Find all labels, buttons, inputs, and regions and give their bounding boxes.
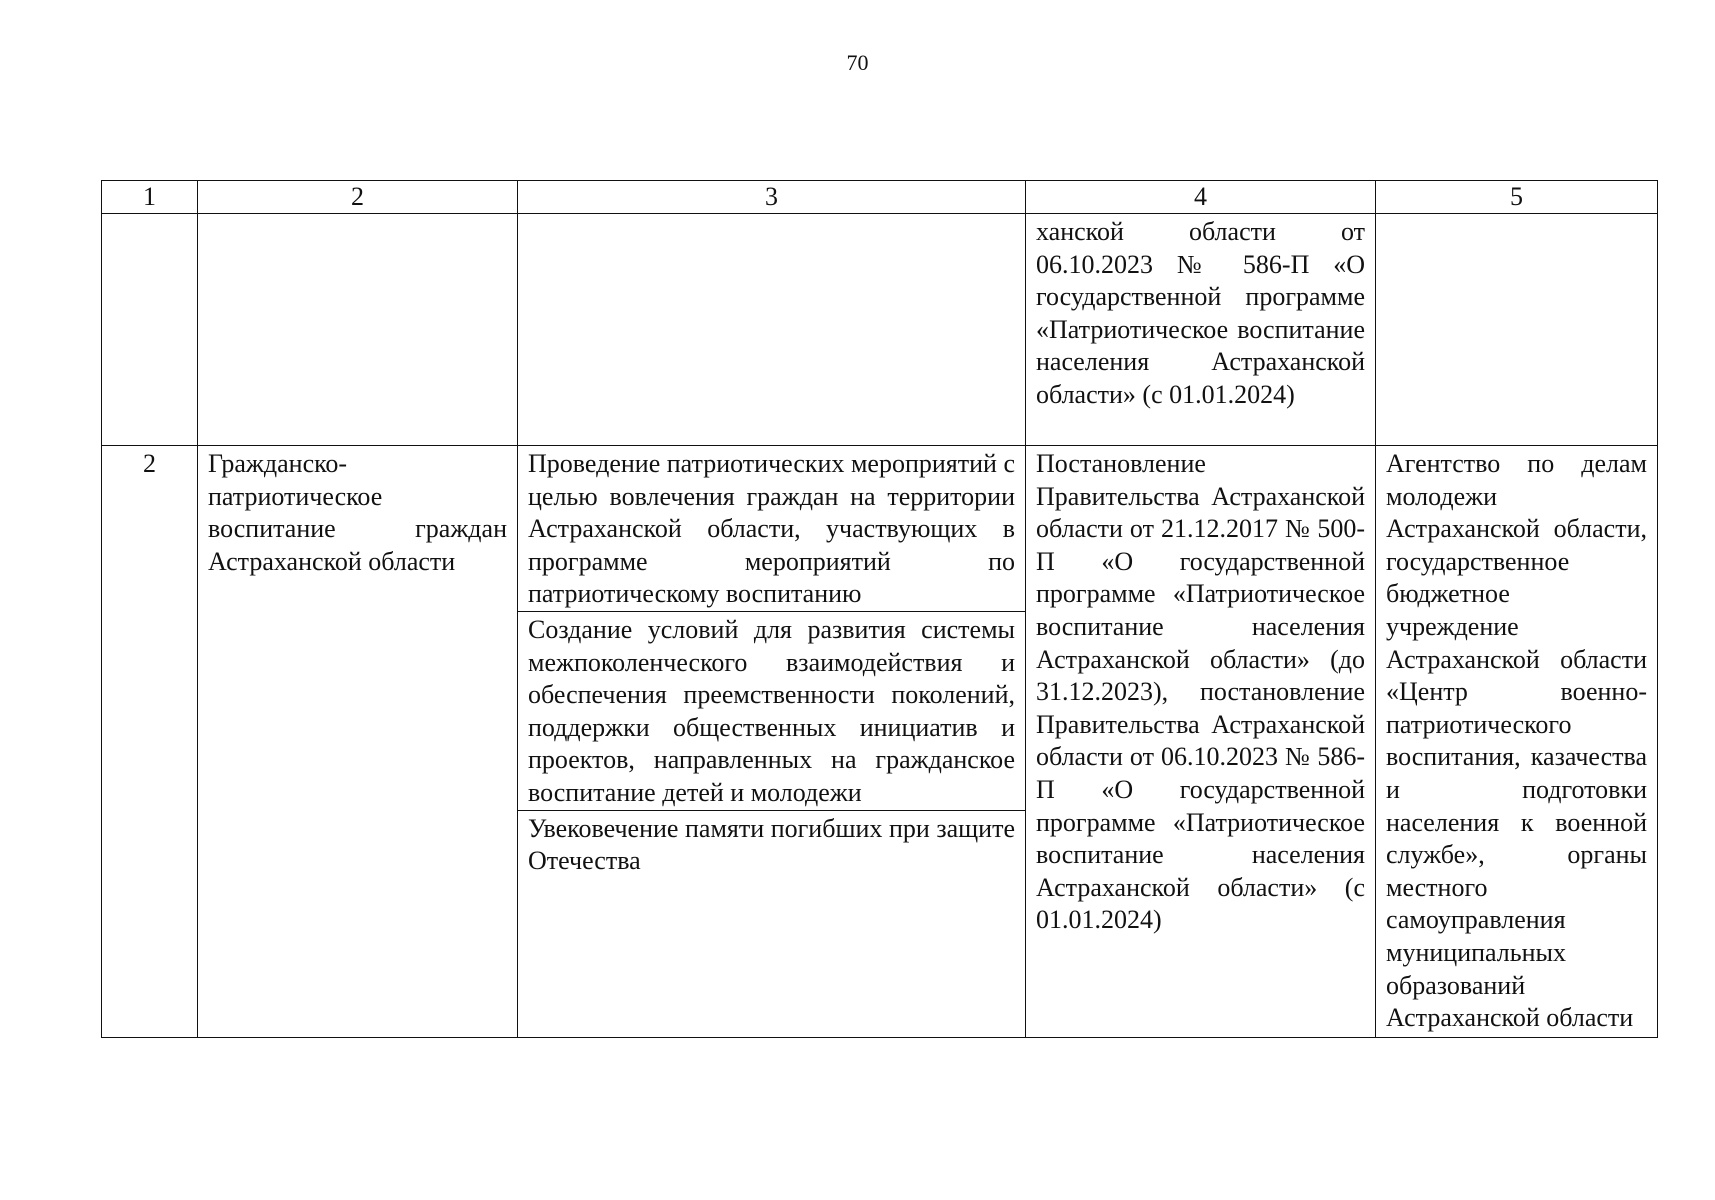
header-col-5: 5 <box>1376 181 1658 214</box>
continuation-basis-cell: ханской области от 06.10.2023 № 586-П «О государственной программе «Патриотическое воспитание населения Астраханской области» (с 01.01.2024) <box>1026 214 1376 446</box>
measure-item: Проведение патриотических мероприятий с целью вовлечения граждан на территории Астраханской области, участвующих в программе мероприятий по патриотическому воспитанию <box>528 449 1015 609</box>
legal-basis-cell: Постановление Правительства Астраханской области от 21.12.2017 № 500-П «О государственной программе «Патриотическое воспитание населения Астраханской области» (до 31.12.2023), постановление Правительства Астраханской области от 06.10.2023 № 586-П «О государственной программе «Патриотическое воспитание населения Астраханской области» (с 01.01.2024) <box>1026 446 1376 1038</box>
measure-item: Создание условий для развития системы межпоколенческого взаимодействия и обеспечения преемственности поколений, поддержки общественных инициатив и проектов, направленных на гражданское воспитание детей и молодежи <box>518 611 1025 810</box>
table-row <box>102 446 1658 1038</box>
row-number-cell: 2 <box>102 446 198 1038</box>
continuation-col-1 <box>102 214 198 446</box>
continuation-col-3 <box>518 214 1026 446</box>
header-col-2: 2 <box>198 181 518 214</box>
table-header-row <box>102 181 1658 214</box>
direction-name-cell: Гражданско-патриотическое воспитание граждан Астраханской области <box>198 446 518 1038</box>
header-col-4: 4 <box>1026 181 1376 214</box>
page-number: 70 <box>846 50 869 75</box>
table-row-continuation <box>102 214 1658 446</box>
measures-cell <box>518 446 1026 1038</box>
continuation-col-5 <box>1376 214 1658 446</box>
continuation-col-2 <box>198 214 518 446</box>
measures-table <box>101 180 1658 1038</box>
header-col-3: 3 <box>518 181 1026 214</box>
responsible-cell: Агентство по делам молодежи Астраханской области, государственное бюджетное учреждение Астраханской области «Центр военно-патриотического воспитания, казачества и подготовки населения к военной службе», органы местного самоуправления муниципальных образований Астраханской области <box>1376 446 1658 1038</box>
header-col-1: 1 <box>102 181 198 214</box>
measure-item: Увековечение памяти погибших при защите Отечества <box>518 810 1025 878</box>
